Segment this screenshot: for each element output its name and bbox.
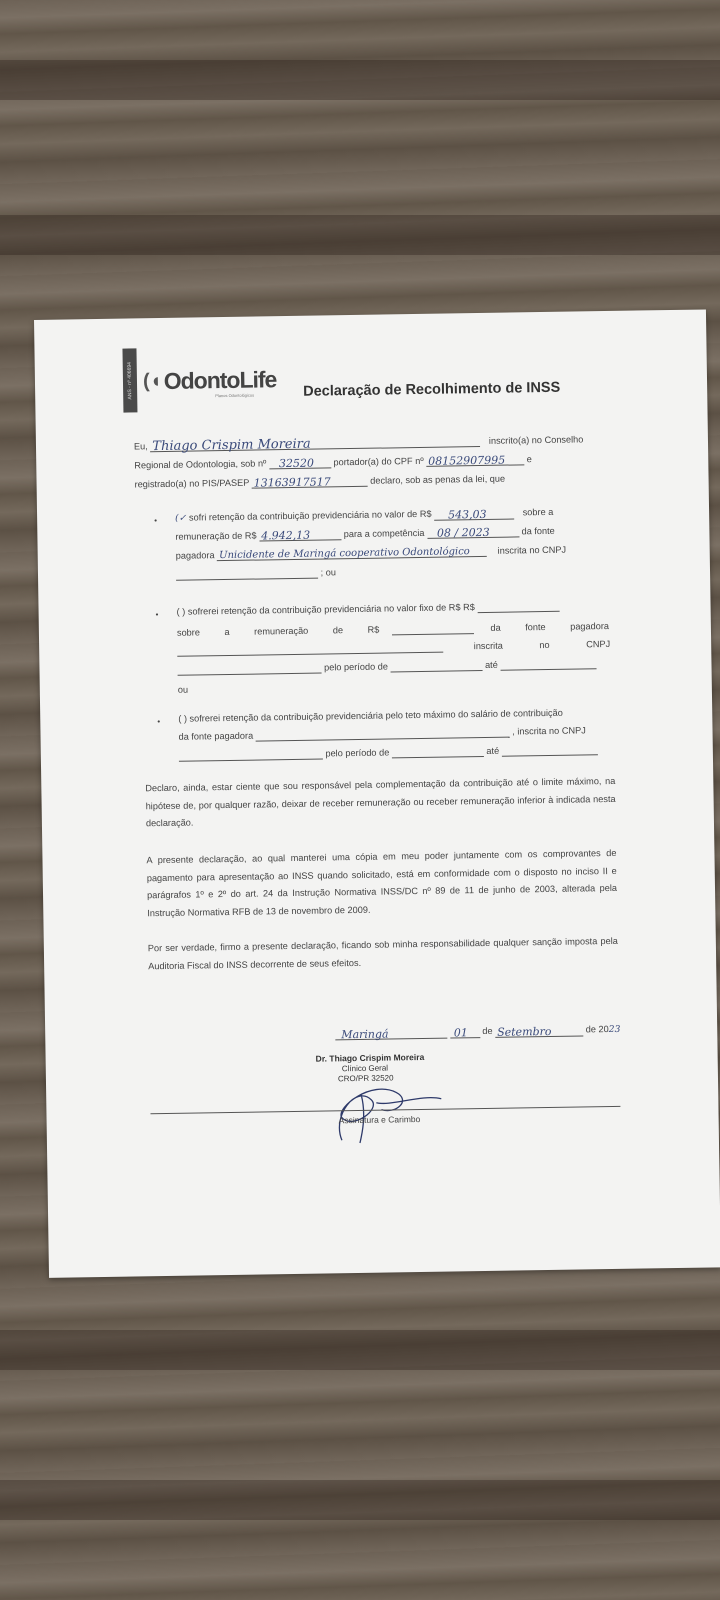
year-value[interactable]: 23 bbox=[608, 1023, 621, 1036]
paragraph-conformity: A presente declaração, ao qual manterei uma cópia em meu poder juntamente com os comprovantes de pagamento para apresentação ao INSS quando solicitado, está em conformidade com o disposto no inciso II e parágrafos 1º e 2º do art. 24 da Instrução Normativa INSS/DC nº 89 de 11 de junho de 2003, alterada pela Instrução Normativa RFB de 13 de novembro de 2009. bbox=[146, 847, 618, 918]
competencia-field[interactable] bbox=[427, 525, 519, 538]
cnpj-label: inscrita no CNPJ bbox=[497, 544, 567, 556]
date-line bbox=[335, 1023, 620, 1040]
cro-field[interactable] bbox=[269, 456, 331, 469]
eu-label: Eu, bbox=[133, 441, 148, 452]
option2-ate-field[interactable] bbox=[500, 657, 596, 671]
option2-periodo-label: pelo período de bbox=[323, 661, 388, 673]
option3-text: ( ) sofrerei retenção da contribuição previdenciária pelo teto máximo do salário de contribuição bbox=[178, 707, 563, 724]
cnpj-field[interactable] bbox=[176, 567, 318, 581]
name-value: Thiago Crispim Moreira bbox=[152, 436, 311, 455]
cpf-value: 08152907995 bbox=[428, 453, 506, 468]
option1-checkbox[interactable]: (✓ bbox=[175, 512, 187, 524]
side-band-text: ANS - nº 406694 bbox=[126, 361, 134, 400]
option2-line-1 bbox=[177, 600, 560, 618]
option2-remun-field[interactable] bbox=[392, 622, 474, 635]
option2-line-3 bbox=[177, 638, 610, 657]
logo-mark-icon: (◖ bbox=[142, 370, 162, 393]
option2-ate-label: até bbox=[484, 659, 498, 670]
company-logo bbox=[142, 366, 277, 399]
option1-line-2 bbox=[175, 525, 555, 543]
handwritten-signature bbox=[301, 1051, 452, 1146]
valor-field[interactable] bbox=[434, 507, 514, 520]
pis-value: 13163917517 bbox=[253, 475, 331, 490]
option2-remun-label: sobre a remuneração de R$ bbox=[176, 624, 380, 638]
intro-line-3 bbox=[135, 473, 506, 491]
option2-ou bbox=[178, 684, 188, 696]
competencia-label: para a competência bbox=[343, 527, 425, 540]
option2-periodo-field[interactable] bbox=[390, 659, 482, 672]
option2-line-4 bbox=[177, 657, 596, 676]
stamp-role: Clínico Geral bbox=[341, 1063, 389, 1074]
option2-cnpj-field[interactable] bbox=[177, 662, 321, 676]
option2-cnpj-label: inscrita no CNPJ bbox=[473, 638, 611, 652]
option1-text-b: sobre a bbox=[522, 506, 554, 518]
remun-field[interactable] bbox=[259, 528, 341, 541]
stamp-cro: CRO/PR 32520 bbox=[337, 1073, 394, 1084]
logo-text: OdontoLife bbox=[163, 366, 277, 394]
remun-label: remuneração de R$ bbox=[175, 530, 257, 542]
option1-line-3 bbox=[176, 544, 567, 562]
bullet-icon: • bbox=[155, 610, 159, 620]
option1-line-4 bbox=[176, 566, 336, 581]
year-prefix-label: de 20 bbox=[585, 1024, 609, 1035]
remun-value: 4.942,13 bbox=[261, 528, 311, 543]
cro-value: 32520 bbox=[278, 456, 315, 471]
paragraph-responsibility: Declaro, ainda, estar ciente que sou responsável pela complementação da contribuição até o limite máximo, na hipótese de, por qualquer razão, deixar de receber remuneração ou receber remuneração inferior à indicada nesta declaração. bbox=[145, 775, 616, 829]
option3-ate-label: até bbox=[486, 745, 500, 756]
fonte-label: da fonte bbox=[521, 525, 555, 537]
option2-valor-field[interactable] bbox=[477, 600, 559, 613]
stamp-name: Dr. Thiago Crispim Moreira bbox=[315, 1051, 425, 1064]
option1-text-a: sofri retenção da contribuição previdenciária no valor de R$ bbox=[188, 508, 432, 523]
option3-cnpj-field[interactable] bbox=[179, 748, 323, 762]
pis-label: registrado(a) no PIS/PASEP bbox=[134, 477, 250, 490]
declaration-document bbox=[34, 309, 720, 1277]
option3-fonte-label: da fonte pagadora bbox=[178, 730, 254, 742]
pagadora-field[interactable] bbox=[217, 545, 487, 561]
option2-pagadora-field[interactable] bbox=[177, 641, 443, 657]
option1-line-1 bbox=[175, 506, 553, 525]
option3-periodo-field[interactable] bbox=[392, 745, 484, 758]
pagadora-value: Unicidente de Maringá cooperativo Odontológico bbox=[219, 546, 470, 562]
city-field[interactable] bbox=[335, 1027, 447, 1041]
month-value: Setembro bbox=[497, 1024, 552, 1039]
wood-grain bbox=[0, 60, 720, 100]
intro-line-2 bbox=[134, 453, 532, 471]
ou-label: ; ou bbox=[320, 567, 336, 578]
city-value: Maringá bbox=[341, 1027, 389, 1042]
name-field[interactable] bbox=[150, 435, 480, 455]
day-value: 01 bbox=[453, 1026, 468, 1040]
cpf-label: portador(a) do CPF nº bbox=[333, 455, 424, 468]
cpf-field[interactable] bbox=[426, 453, 524, 467]
option3-cnpj-label: , inscrita no CNPJ bbox=[512, 725, 586, 737]
option3-line-1 bbox=[178, 707, 563, 725]
logo-tagline: Planos Odontológicos bbox=[215, 392, 255, 399]
option3-periodo-label: pelo período de bbox=[325, 747, 390, 759]
pagadora-label: pagadora bbox=[175, 550, 215, 561]
e-label: e bbox=[526, 454, 532, 465]
bullet-icon: • bbox=[154, 516, 158, 526]
option2-fonte-label: da fonte pagadora bbox=[490, 621, 610, 633]
wood-grain bbox=[0, 1330, 720, 1370]
intro-line-1 bbox=[133, 433, 584, 455]
paragraph-truth: Por ser verdade, firmo a presente declaração, ficando sob minha responsabilidade qualquer sanção imposta pela Auditoria Fiscal do INSS decorrente de seus efeitos. bbox=[147, 935, 618, 971]
pis-field[interactable] bbox=[252, 475, 368, 489]
inscrito-label: inscrito(a) no Conselho bbox=[488, 434, 584, 446]
option2-line-2 bbox=[176, 620, 610, 639]
day-field[interactable] bbox=[450, 1026, 480, 1038]
option3-line-2 bbox=[178, 724, 585, 742]
option2-text: ( ) sofrerei retenção da contribuição previdenciária no valor fixo de R$ R$ bbox=[176, 602, 475, 617]
regional-label: Regional de Odontologia, sob nº bbox=[134, 458, 267, 471]
side-band bbox=[122, 348, 137, 412]
de-label: de bbox=[482, 1025, 493, 1037]
declaro-label: declaro, sob as penas da lei, que bbox=[370, 473, 506, 486]
document-title: Declaração de Recolhimento de INSS bbox=[303, 379, 561, 400]
option3-ate-field[interactable] bbox=[502, 743, 598, 757]
wood-grain bbox=[0, 215, 720, 255]
option3-pagadora-field[interactable] bbox=[256, 726, 510, 742]
month-field[interactable] bbox=[495, 1024, 583, 1037]
bullet-icon: • bbox=[157, 717, 161, 727]
option2-ou-label: ou bbox=[177, 684, 189, 695]
option3-line-3 bbox=[179, 743, 598, 762]
competencia-value: 08 / 2023 bbox=[436, 525, 490, 540]
valor-value: 543,03 bbox=[448, 507, 487, 522]
wood-grain bbox=[0, 1480, 720, 1520]
signature-label: Assinatura e Carimbo bbox=[338, 1114, 421, 1126]
